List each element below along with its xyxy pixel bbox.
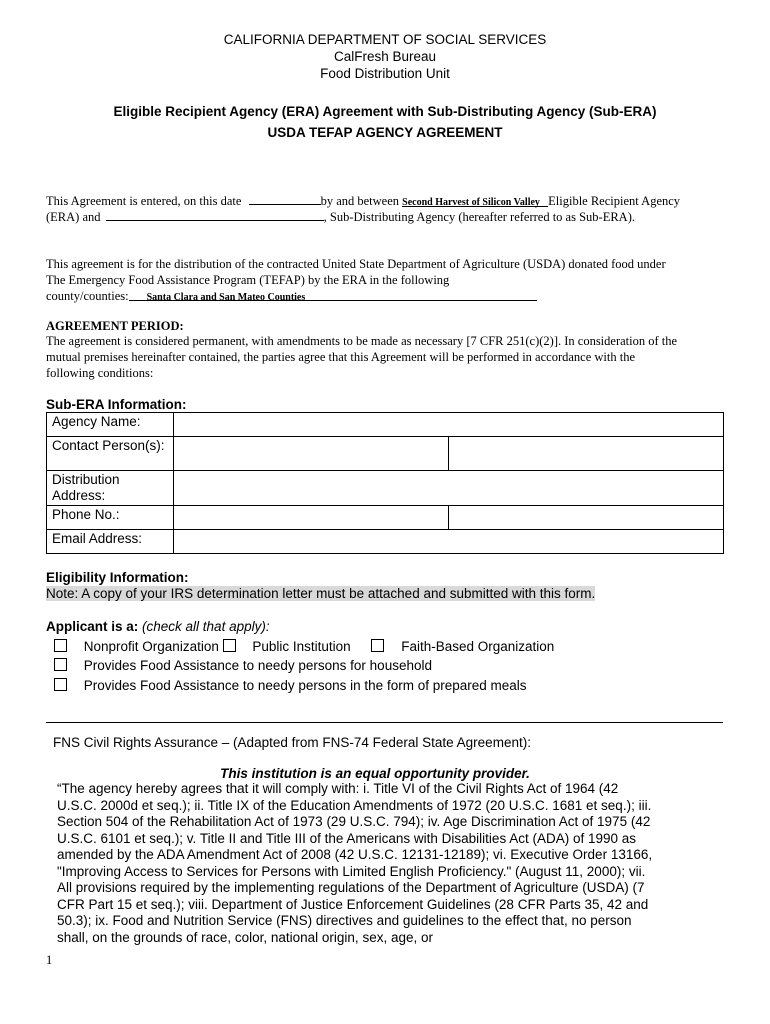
contact-input-1[interactable] [174,437,449,471]
household-label: Provides Food Assistance to needy persons for household [83,658,432,673]
eligibility-note-text: Note: A copy of your IRS determination letter must be attached and submitted with this form. [46,586,596,601]
faith-based-checkbox[interactable] [371,639,384,652]
purpose-line-2: The Emergency Food Assistance Program (TEFAP) by the ERA in the following [46,273,450,287]
bureau-name: CalFresh Bureau [333,49,437,64]
civil-rights-body: “The agency hereby agrees that it will comply with: i. Title VI of the Civil Rights Act of 1964 (42 U.S.C. 2000d et seq.); ii. Title IX of the Education Amendments of 1972 (20 U.S.C. 1681 et seq.); iii. Section 504 of the Rehabilitation Act of 1973 (29 U.S.C. 794); iv. Age Discrimination Act of 1975 (42 U.S.C. 6101 et seq.); v. Title II and Title III of the Americans with Disabilities Act (ADA) of 1990 as amended by the ADA Amendment Act of 2008 (42 U.S.C. 12131-12189); vi. Executive Order 13166, "Improving Access to Services for Persons with Limited English Proficiency." (August 11, 2000); vii. All provisions required by the implementing regulations of the Department of Agriculture (USDA) (7 CFR Part 15 et seq.); viii. Department of Justice Enforcement Guidelines (28 CFR Parts 35, 42 and 50.3); ix. Food and Nutrition Service (FNS) directives and guidelines to the effect that, no person shall, on the grounds of race, color, national origin, sex, age, or [57,781,653,945]
applicant-heading [46,618,270,635]
agency-name-label: Agency Name: [47,413,174,437]
agency-name-input[interactable] [174,413,724,437]
purpose-line-3 [46,288,537,304]
intro-line-1 [46,193,680,209]
applicant-row-1 [54,638,554,655]
public-institution-label: Public Institution [252,639,351,654]
intro-text-between: by and between [320,194,400,208]
section-divider [46,722,723,723]
phone-row [47,506,724,530]
phone-input-2[interactable] [449,506,724,530]
department-name: CALIFORNIA DEPARTMENT OF SOCIAL SERVICES [223,32,547,47]
document-title: Eligible Recipient Agency (ERA) Agreement with Sub-Distributing Agency (Sub-ERA) [113,104,657,119]
sub-era-heading: Sub-ERA Information: [46,397,187,412]
counties-label: county/counties: [46,289,129,303]
intro-text-date: This Agreement is entered, on this date [46,194,242,208]
applicant-row-3 [54,677,527,694]
era-name-field[interactable]: Second Harvest of Silicon Valley [402,195,548,207]
page-number: 1 [46,953,53,967]
eligibility-heading: Eligibility Information: [46,570,189,585]
intro-text-and: (ERA) and [46,210,101,224]
unit-name: Food Distribution Unit [320,66,450,81]
distribution-input[interactable] [174,471,724,506]
document-subtitle: USDA TEFAP AGENCY AGREEMENT [267,125,503,140]
agreement-period-line-1: The agreement is considered permanent, with amendments to be made as necessary [7 CFR 251(c)(2)]. In consideration of the [46,334,678,348]
agreement-period-line-3: following conditions: [46,366,154,380]
contact-input-2[interactable] [449,437,724,471]
date-field[interactable] [249,193,321,205]
contact-row [47,437,724,471]
applicant-row-2 [54,657,432,674]
agency-name-row [47,413,724,437]
intro-text-era: Eligible Recipient Agency [548,194,681,208]
counties-field[interactable]: Santa Clara and San Mateo Counties [129,290,537,301]
prepared-meals-checkbox[interactable] [54,678,67,691]
intro-line-2 [46,209,635,225]
sub-era-info-table [46,412,724,554]
prepared-meals-label: Provides Food Assistance to needy persons in the form of prepared meals [83,678,527,693]
agreement-period-heading: AGREEMENT PERIOD: [46,319,184,333]
purpose-line-1: This agreement is for the distribution of the contracted United State Department of Agriculture (USDA) donated food under [46,257,666,271]
civil-rights-heading: FNS Civil Rights Assurance – (Adapted from FNS-74 Federal State Agreement): [53,735,531,750]
contact-label: Contact Person(s): [47,437,174,471]
distribution-row [47,471,724,506]
sub-era-name-field[interactable] [106,209,324,221]
phone-input-1[interactable] [174,506,449,530]
email-input[interactable] [174,530,724,554]
distribution-label: Distribution Address: [47,471,174,506]
nonprofit-checkbox[interactable] [54,639,67,652]
phone-label: Phone No.: [47,506,174,530]
intro-text-sub-era: , Sub-Distributing Agency (hereafter referred to as Sub-ERA). [323,210,635,224]
applicant-label: Applicant is a: [46,619,139,634]
email-row [47,530,724,554]
nonprofit-label: Nonprofit Organization [83,639,219,654]
household-checkbox[interactable] [54,658,67,671]
agreement-period-line-2: mutual premises hereinafter contained, the parties agree that this Agreement will be performed in accordance with the [46,350,636,364]
eligibility-note [46,585,595,602]
email-label: Email Address: [47,530,174,554]
faith-based-label: Faith-Based Organization [401,639,555,654]
public-institution-checkbox[interactable] [223,639,236,652]
equal-opportunity-statement: This institution is an equal opportunity provider. [220,766,530,781]
applicant-hint: (check all that apply): [142,619,270,634]
